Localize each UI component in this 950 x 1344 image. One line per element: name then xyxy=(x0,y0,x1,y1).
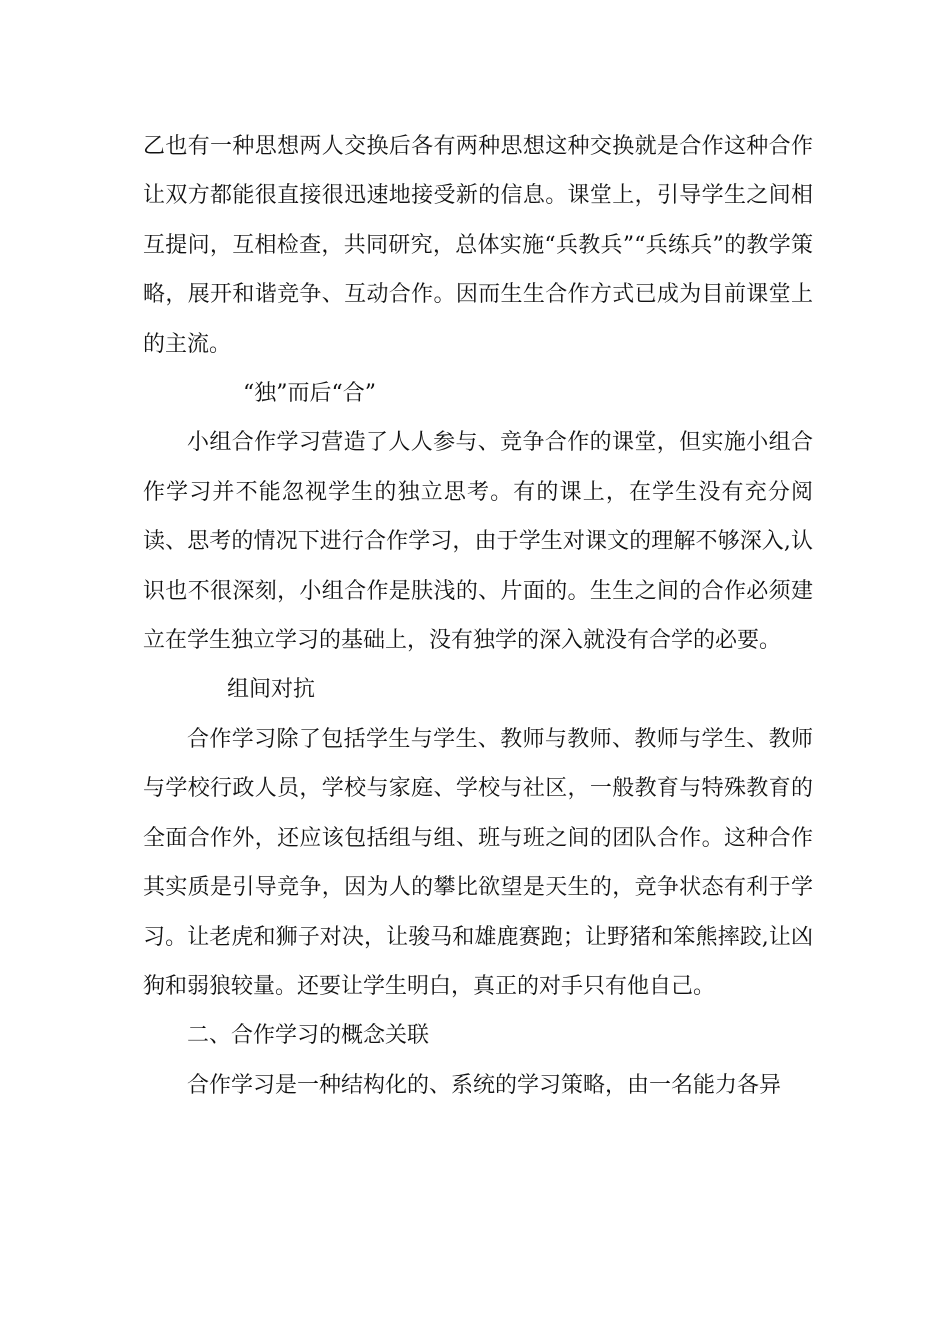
body-paragraph: 小组合作学习营造了人人参与、竞争合作的课堂，但实施小组合作学习并不能忽视学生的独立思考。有的课上，在学生没有充分阅读、思考的情况下进行合作学习，由于学生对课文的理解不够深入,认识也不很深刻，小组合作是肤浅的、片面的。生生之间的合作必须建立在学生独立学习的基础上，没有独学的深入就没有合学的必要。 xyxy=(143,430,813,654)
body-paragraph: 合作学习是一种结构化的、系统的学习策略，由一名能力各异 xyxy=(187,1072,782,1098)
section-heading: “独”而后“合” xyxy=(243,381,376,407)
document-body xyxy=(143,122,813,1110)
body-paragraph: 合作学习除了包括学生与学生、教师与教师、教师与学生、教师与学校行政人员，学校与家庭、学校与社区，一般教育与特殊教育的全面合作外，还应该包括组与组、班与班之间的团队合作。这种合作其实质是引导竞争，因为人的攀比欲望是天生的，竞争状态有利于学习。让老虎和狮子对决，让骏马和雄鹿赛跑；让野猪和笨熊摔跤,让凶狗和弱狼较量。还要让学生明白，真正的对手只有他自己。 xyxy=(143,726,813,999)
section-heading: 二、合作学习的概念关联 xyxy=(187,1023,430,1049)
body-paragraph: 乙也有一种思想两人交换后各有两种思想这种交换就是合作这种合作让双方都能很直接很迅速地接受新的信息。课堂上，引导学生之间相互提问，互相检查，共同研究，总体实施“兵教兵”“兵练兵”的教学策略，展开和谐竞争、互动合作。因而生生合作方式已成为目前课堂上的主流。 xyxy=(143,134,813,357)
section-heading: 组间对抗 xyxy=(227,677,316,703)
